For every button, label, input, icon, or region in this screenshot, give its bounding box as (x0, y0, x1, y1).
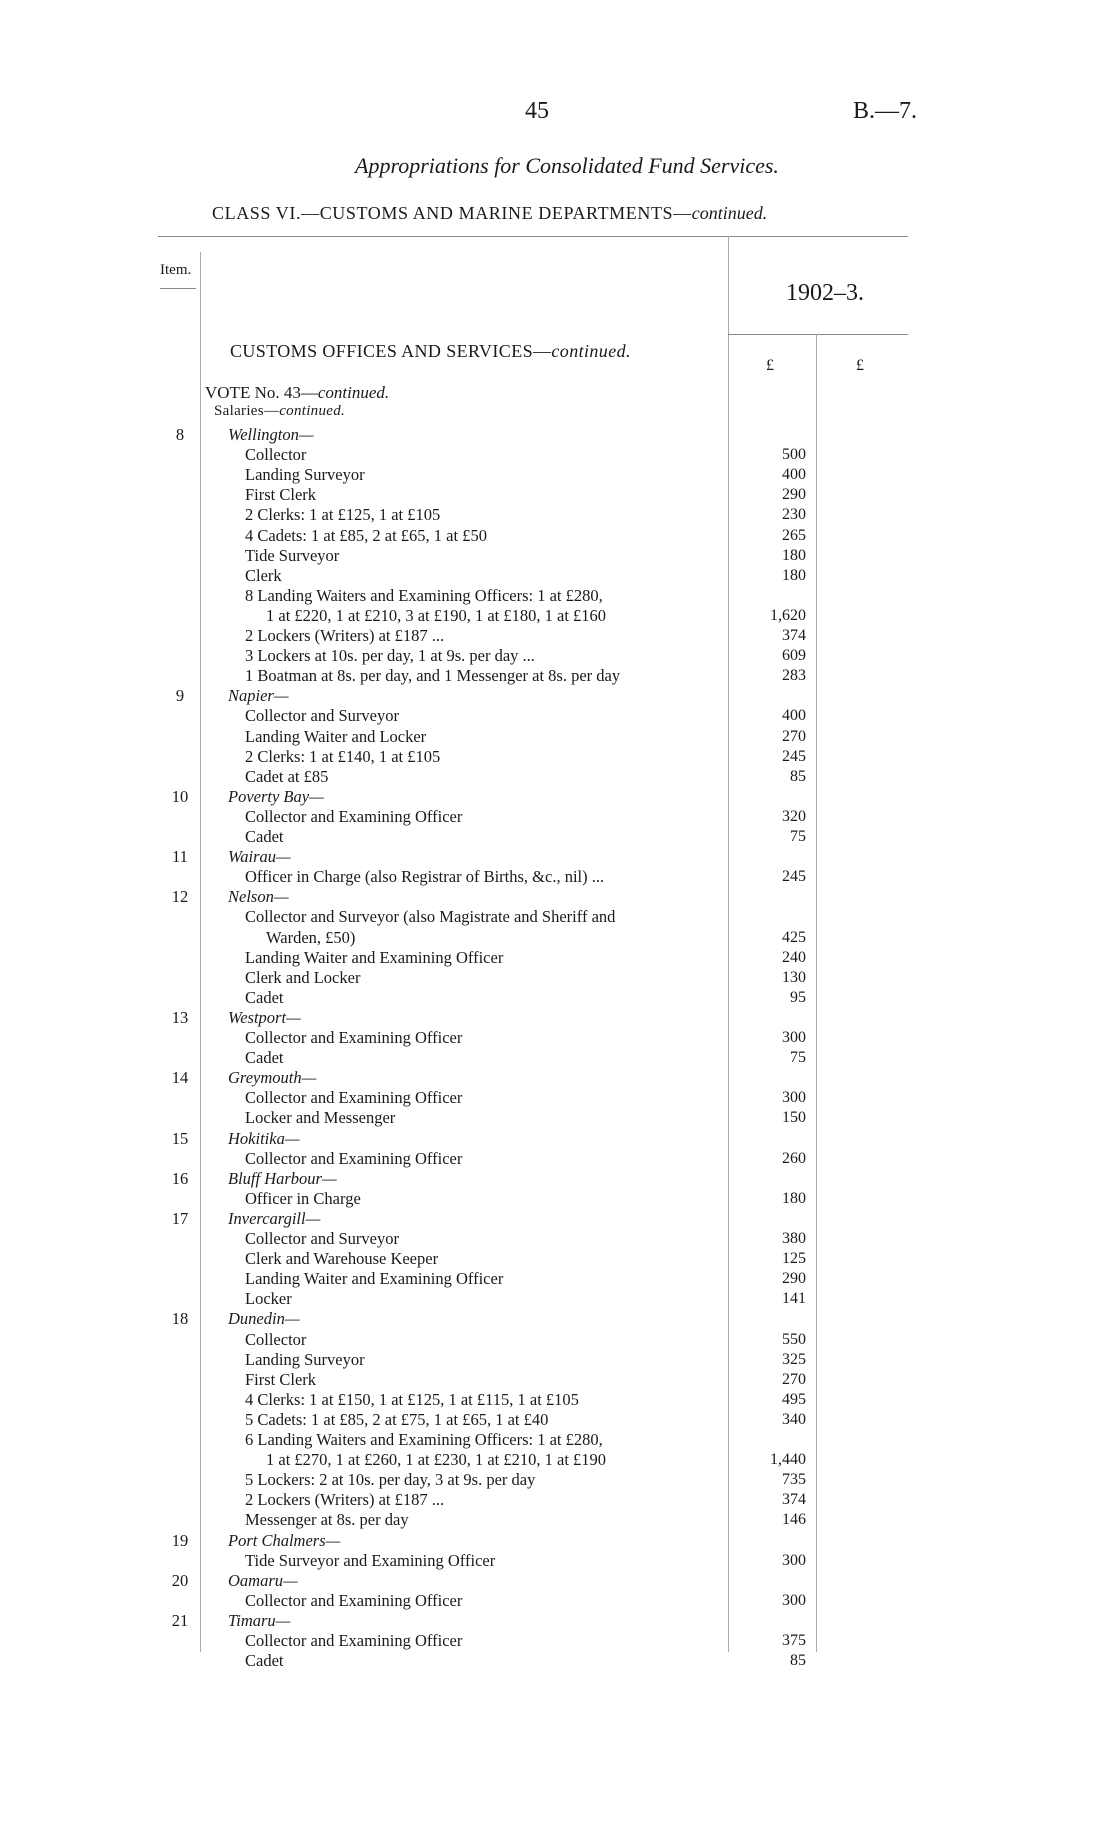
amount-value: 95 (790, 988, 806, 1006)
vote-continued: continued. (317, 383, 390, 402)
section-row (0, 1571, 1114, 1591)
location-heading: Oamaru— (228, 1570, 298, 1590)
line-description: Collector and Examining Officer (245, 1028, 463, 1047)
amount-value: 130 (782, 968, 806, 986)
document-reference: B.—7. (853, 98, 918, 124)
subheading-main: CUSTOMS OFFICES AND SERVICES— (230, 341, 552, 361)
table-row (0, 1330, 1114, 1350)
location-heading: Dunedin— (228, 1309, 300, 1329)
amount-value: 150 (782, 1109, 806, 1127)
table-row (0, 1390, 1114, 1410)
line-description: Collector and Examining Officer (245, 806, 463, 826)
location-heading: Port Chalmers— (228, 1530, 341, 1550)
amount-value: 245 (782, 868, 806, 886)
amount-value: 735 (782, 1471, 806, 1489)
location-heading: Bluff Harbour— (228, 1168, 337, 1188)
table-row (0, 1028, 1114, 1048)
table-row (0, 968, 1114, 988)
line-description: Warden, £50) (266, 927, 356, 947)
table-row (0, 907, 1114, 927)
salaries-continued: continued. (279, 403, 346, 419)
page-number: 45 (525, 98, 549, 124)
section-row (0, 1611, 1114, 1631)
item-number: 21 (171, 1610, 189, 1630)
amount-value: 290 (782, 486, 806, 504)
amount-value: 320 (782, 807, 806, 825)
amount-value: 550 (782, 1330, 806, 1348)
table-row (0, 928, 1114, 948)
item-number: 9 (175, 686, 185, 706)
table-row (0, 485, 1114, 505)
table-row (0, 465, 1114, 485)
table-row (0, 1551, 1114, 1571)
line-description: Locker (245, 1289, 292, 1309)
amount-value: 290 (782, 1270, 806, 1288)
pound-sign-col1: £ (766, 357, 774, 374)
amount-value: 75 (790, 1049, 806, 1067)
location-heading: Hokitika— (228, 1128, 300, 1148)
location-heading: Timaru— (228, 1610, 291, 1630)
item-number: 14 (171, 1068, 189, 1088)
location-heading: Nelson— (228, 887, 289, 907)
section-row (0, 1209, 1114, 1229)
table-row (0, 1350, 1114, 1370)
line-description: 5 Cadets: 1 at £85, 2 at £75, 1 at £65, 1 at £40 (245, 1409, 549, 1429)
table-row (0, 1370, 1114, 1390)
pound-sign-col2: £ (856, 357, 864, 374)
location-heading: Poverty Bay— (228, 786, 324, 806)
line-description: Tide Surveyor (245, 545, 340, 565)
table-row (0, 505, 1114, 525)
line-description: Landing Waiter and Examining Officer (245, 1269, 504, 1289)
line-description: Cadet (245, 987, 284, 1007)
line-description: Cadet at £85 (245, 766, 329, 786)
section-subheading (230, 341, 631, 362)
line-description: Officer in Charge (also Registrar of Births, &c., nil) ... (245, 867, 605, 887)
line-description: Collector and Surveyor (also Magistrate and Sheriff and (245, 907, 616, 927)
header-rule (158, 236, 908, 237)
amount-value: 270 (782, 727, 806, 745)
line-description: 1 at £220, 1 at £210, 3 at £190, 1 at £180, 1 at £160 (266, 605, 607, 625)
line-description: 2 Lockers (Writers) at £187 ... (245, 626, 445, 645)
page-title: Appropriations for Consolidated Fund Services. (355, 153, 779, 178)
line-description: First Clerk (245, 1369, 317, 1389)
item-number: 8 (175, 425, 185, 444)
table-row (0, 827, 1114, 847)
amount-value: 75 (790, 828, 806, 845)
line-description: 2 Clerks: 1 at £140, 1 at £105 (245, 746, 441, 766)
table-row (0, 1651, 1114, 1671)
section-row (0, 1068, 1114, 1088)
line-description: Locker and Messenger (245, 1108, 396, 1128)
amount-value: 425 (782, 928, 806, 946)
table-row (0, 1048, 1114, 1068)
table-row (0, 566, 1114, 586)
table-row (0, 1490, 1114, 1510)
amount-value: 260 (782, 1149, 806, 1167)
line-description: Cadet (245, 1651, 284, 1671)
amount-value: 495 (782, 1390, 806, 1408)
line-description: 1 at £270, 1 at £260, 1 at £230, 1 at £210, 1 at £190 (266, 1450, 607, 1470)
line-description: Collector and Examining Officer (245, 1631, 463, 1650)
line-description: Landing Waiter and Examining Officer (245, 947, 504, 967)
amount-value: 146 (782, 1511, 806, 1529)
amount-value: 180 (782, 546, 806, 564)
section-row (0, 425, 1114, 445)
table-row (0, 526, 1114, 546)
amount-value: 141 (782, 1290, 806, 1308)
amount-value: 300 (782, 1591, 806, 1609)
table-row (0, 1189, 1114, 1209)
amount-value: 300 (782, 1551, 806, 1569)
class-heading (212, 203, 767, 224)
table-row (0, 1591, 1114, 1611)
line-description: Collector and Surveyor (245, 1229, 399, 1248)
subheading-continued: continued. (551, 341, 631, 361)
year-rule (728, 334, 908, 335)
table-row (0, 1289, 1114, 1309)
line-description: Collector and Examining Officer (245, 1590, 463, 1610)
item-column-header: Item. (160, 262, 192, 278)
table-row (0, 807, 1114, 827)
amount-value: 283 (782, 667, 806, 685)
location-heading: Westport— (228, 1007, 301, 1027)
amount-value: 1,440 (770, 1451, 806, 1469)
table-row (0, 948, 1114, 968)
salaries-main: Salaries— (214, 403, 280, 419)
table-row (0, 1249, 1114, 1269)
item-number: 18 (171, 1309, 189, 1329)
salaries-label (214, 403, 345, 420)
section-row (0, 787, 1114, 807)
table-row (0, 1088, 1114, 1108)
amount-value: 300 (782, 1089, 806, 1107)
line-description: Tide Surveyor and Examining Officer (245, 1550, 496, 1570)
item-number: 16 (171, 1168, 189, 1188)
line-description: 2 Lockers (Writers) at £187 ... (245, 1490, 445, 1510)
location-heading: Greymouth— (228, 1068, 317, 1088)
table-row (0, 1470, 1114, 1490)
amount-value: 265 (782, 526, 806, 544)
item-number: 11 (172, 847, 188, 867)
line-description: Cadet (245, 827, 284, 846)
line-description: Collector (245, 1329, 307, 1349)
line-description: 8 Landing Waiters and Examining Officers: 1 at £280, (245, 585, 603, 605)
line-description: 4 Cadets: 1 at £85, 2 at £65, 1 at £50 (245, 525, 487, 545)
section-row (0, 1309, 1114, 1329)
line-description: Landing Waiter and Locker (245, 726, 427, 746)
amount-value: 374 (782, 1491, 806, 1509)
line-description: 5 Lockers: 2 at 10s. per day, 3 at 9s. per day (245, 1470, 536, 1490)
line-description: Clerk and Warehouse Keeper (245, 1249, 439, 1269)
line-description: 4 Clerks: 1 at £150, 1 at £125, 1 at £115, 1 at £105 (245, 1389, 579, 1409)
amount-value: 85 (790, 1652, 806, 1670)
line-description: Collector (245, 445, 307, 465)
item-number: 12 (171, 887, 189, 907)
table-row (0, 1510, 1114, 1530)
class-heading-continued: continued. (691, 203, 768, 223)
line-description: 1 Boatman at 8s. per day, and 1 Messenger at 8s. per day (245, 666, 621, 686)
line-description: Clerk and Locker (245, 967, 361, 987)
line-description: Cadet (245, 1048, 284, 1068)
table-row (0, 646, 1114, 666)
amount-value: 500 (782, 446, 806, 464)
table-row (0, 1229, 1114, 1249)
location-heading: Wellington— (228, 425, 314, 444)
line-description: Landing Surveyor (245, 465, 365, 485)
table-row (0, 1410, 1114, 1430)
table-row (0, 1269, 1114, 1289)
line-description: Collector and Surveyor (245, 706, 399, 726)
amount-value: 240 (782, 948, 806, 966)
amount-value: 300 (782, 1029, 806, 1046)
line-description: Officer in Charge (245, 1188, 361, 1208)
table-row (0, 1149, 1114, 1169)
table-row (0, 1108, 1114, 1128)
location-heading: Wairau— (228, 847, 291, 867)
section-row (0, 1169, 1114, 1189)
amount-value: 180 (782, 566, 806, 584)
table-row (0, 445, 1114, 465)
amount-value: 325 (782, 1350, 806, 1368)
amount-value: 125 (782, 1250, 806, 1268)
vote-label (205, 383, 389, 403)
year-header: 1902–3. (786, 280, 864, 306)
table-row (0, 767, 1114, 787)
amount-value: 270 (782, 1370, 806, 1388)
amount-value: 380 (782, 1230, 806, 1247)
line-description: 3 Lockers at 10s. per day, 1 at 9s. per day ... (245, 646, 535, 666)
section-row (0, 1008, 1114, 1028)
location-heading: Invercargill— (228, 1208, 321, 1228)
table-row (0, 747, 1114, 767)
table-row (0, 867, 1114, 887)
location-heading: Napier— (228, 686, 289, 706)
line-description: 2 Clerks: 1 at £125, 1 at £105 (245, 505, 441, 525)
table-row (0, 1430, 1114, 1450)
section-row (0, 1129, 1114, 1149)
item-number: 20 (171, 1570, 189, 1590)
item-head-rule (160, 288, 196, 289)
line-description: Collector and Examining Officer (245, 1088, 463, 1108)
section-row (0, 686, 1114, 706)
item-number: 15 (171, 1128, 189, 1148)
item-number: 19 (171, 1530, 189, 1550)
amount-value: 245 (782, 747, 806, 765)
class-heading-main: CLASS VI.—CUSTOMS AND MARINE DEPARTMENTS— (212, 203, 692, 223)
line-description: First Clerk (245, 485, 317, 505)
item-number: 13 (171, 1007, 189, 1027)
table-row (0, 1450, 1114, 1470)
section-row (0, 1531, 1114, 1551)
vote-main: VOTE No. 43— (205, 383, 318, 402)
amount-value: 375 (782, 1632, 806, 1649)
amount-value: 1,620 (770, 606, 806, 624)
amount-value: 400 (782, 707, 806, 725)
section-row (0, 847, 1114, 867)
table-row (0, 988, 1114, 1008)
amount-value: 85 (790, 767, 806, 785)
section-row (0, 887, 1114, 907)
table-row (0, 626, 1114, 646)
amount-value: 374 (782, 627, 806, 644)
line-description: Messenger at 8s. per day (245, 1510, 409, 1530)
table-row (0, 586, 1114, 606)
line-description: 6 Landing Waiters and Examining Officers: 1 at £280, (245, 1430, 603, 1449)
item-number: 17 (171, 1208, 189, 1228)
table-row (0, 727, 1114, 747)
table-row (0, 606, 1114, 626)
line-description: Clerk (245, 565, 282, 585)
line-description: Collector and Examining Officer (245, 1148, 463, 1168)
line-description: Landing Surveyor (245, 1349, 365, 1369)
table-row (0, 1631, 1114, 1651)
table-row (0, 666, 1114, 686)
table-row (0, 706, 1114, 726)
amount-value: 340 (782, 1410, 806, 1428)
amount-value: 609 (782, 647, 806, 665)
amount-value: 400 (782, 466, 806, 484)
amount-value: 180 (782, 1189, 806, 1207)
item-number: 10 (171, 786, 189, 806)
amount-value: 230 (782, 506, 806, 524)
table-row (0, 546, 1114, 566)
